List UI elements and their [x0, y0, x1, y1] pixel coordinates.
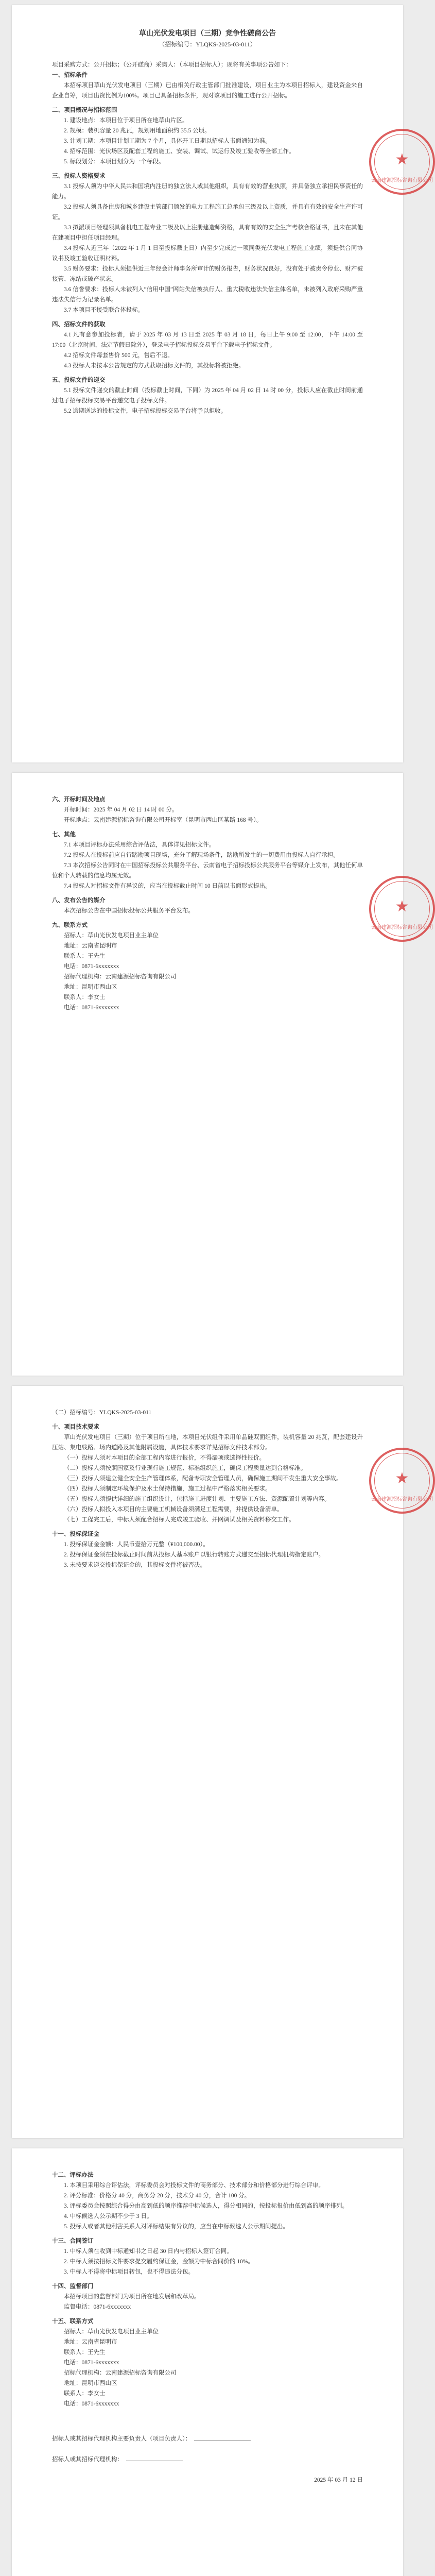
section-paragraph: 1. 本项目采用综合评估法，评标委员会对投标文件的商务部分、技术部分和价格部分进行综合评审。 [64, 2182, 324, 2189]
section-paragraph: （四）投标人须制定环境保护及水土保持措施，施工过程中严格落实相关要求。 [64, 1486, 271, 1492]
section-heading: 六、开标时间及地点 [52, 796, 106, 803]
section-paragraph: 地址：昆明市西山区 [64, 984, 117, 990]
section-paragraph: 本招标项目的监督部门为项目所在地发展和改革局。 [64, 2294, 200, 2300]
section-paragraph: 招标人：草山光伏发电项目业主单位 [64, 933, 159, 939]
section-paragraph: （六）投标人拟投入本项目的主要施工机械设备须满足工程需要，并提供设备清单。 [64, 1506, 283, 1513]
section-paragraph: 3. 评标委员会按照综合得分由高到低的顺序推荐中标候选人，得分相同的，按投标报价由低到高的顺序排列。 [64, 2203, 348, 2209]
section-paragraph: 地址：云南省昆明市 [64, 943, 117, 949]
section-heading: 四、招标文件的获取 [52, 321, 106, 328]
official-seal: ★ 云南建源招标咨询有限公司 [369, 876, 435, 942]
section-paragraph: （七）工程完工后，中标人须配合招标人完成竣工验收、并网调试及相关资料移交工作。 [64, 1517, 295, 1523]
section-heading: 十、项目技术要求 [52, 1424, 99, 1430]
document-title: 草山光伏发电项目（三期）竞争性磋商公告 [139, 30, 276, 38]
section-paragraph: 3. 计划工期：本项目计划工期为 7 个月，具体开工日期以招标人书面通知为准。 [64, 138, 271, 144]
section-paragraph: 本招标项目草山光伏发电项目（三期）已由相关行政主管部门批准建设，项目业主为本项目招标人，建设资金来自企业自筹，项目出资比例为100%。项目已具备招标条件，现对该项目的施工进行公开招标。 [52, 82, 363, 99]
section-heading: 十五、联系方式 [52, 2318, 94, 2325]
page4-sections [52, 2170, 363, 2413]
section-paragraph: 7.2 投标人在投标前应自行踏勘项目现场，充分了解现场条件，踏勘所发生的一切费用由投标人自行承担。 [64, 852, 339, 858]
document-subtitle: （招标编号：YLQKS-2025-03-011） [159, 41, 256, 48]
section-heading: 八、发布公告的媒介 [52, 897, 106, 904]
section-heading: 十二、评标办法 [52, 2172, 94, 2178]
section-paragraph: 1. 中标人须在收到中标通知书之日起 30 日内与招标人签订合同。 [64, 2248, 233, 2255]
section-paragraph: 5. 投标人或者其他利害关系人对评标结果有异议的，应当在中标候选人公示期间提出。 [64, 2224, 289, 2230]
section-heading: 三、投标人资格要求 [52, 173, 106, 179]
section-paragraph: 招标代理机构：云南建源招标咨询有限公司 [64, 974, 177, 980]
section-heading: 十一、投标保证金 [52, 1531, 99, 1537]
section-paragraph: 4. 中标候选人公示期不少于 3 日。 [64, 2213, 153, 2219]
section-paragraph: 7.1 本项目评标办法采用综合评估法，具体详见招标文件。 [64, 842, 215, 848]
section-heading: 五、投标文件的递交 [52, 377, 106, 383]
section-paragraph: 7.3 本次招标公告同时在中国招标投标公共服务平台、云南省电子招标投标公共服务平台等媒介上发布，其他任何单位和个人转载的信息均属无效。 [52, 862, 363, 879]
section-paragraph: 5.2 逾期送达的投标文件，电子招标投标交易平台将予以拒收。 [64, 408, 227, 414]
section-paragraph: 2. 评分标准：价格分 40 分，商务分 20 分，技术分 40 分，合计 100 分。 [64, 2193, 251, 2199]
section-paragraph: （三）投标人须建立健全安全生产管理体系，配备专职安全管理人员，确保施工期间不发生重大安全事故。 [64, 1476, 342, 1482]
section-paragraph: 3.2 投标人须具备住房和城乡建设主管部门颁发的电力工程施工总承包三级及以上资质，并具有有效的安全生产许可证。 [52, 204, 363, 221]
section-heading: 一、招标条件 [52, 72, 88, 78]
document-page-3 [12, 1386, 433, 2138]
section-paragraph: 开标时间：2025 年 04 月 02 日 14 时 00 分。 [64, 807, 178, 813]
section-paragraph: 开标地点：云南建源招标咨询有限公司开标室（昆明市西山区某路 168 号）。 [64, 817, 263, 823]
section-paragraph: 7.4 投标人对招标文件有异议的，应当在投标截止时间 10 日前以书面形式提出。 [64, 883, 271, 889]
section-paragraph: 联系人：王先生 [64, 2349, 106, 2355]
section-heading: 七、其他 [52, 832, 76, 838]
section-paragraph: 1. 投标保证金金额：人民币壹拾万元整（¥100,000.00）。 [64, 1541, 209, 1548]
section-heading: 十四、监督部门 [52, 2283, 94, 2290]
section-paragraph: （二）投标人须按照国家及行业现行施工规范、标准组织施工，确保工程质量达到合格标准。 [64, 1465, 307, 1471]
section-paragraph: 招标人：草山光伏发电项目业主单位 [64, 2329, 159, 2335]
section-paragraph: 3. 中标人不得将中标项目转包，也不得违法分包。 [64, 2269, 194, 2275]
section-paragraph: 2. 中标人须按招标文件要求提交履约保证金，金额为中标合同价的 10%。 [64, 2259, 254, 2265]
section-heading: 二、项目概况与招标范围 [52, 107, 117, 113]
section-paragraph: 电话：0871-6xxxxxxx [64, 1005, 119, 1011]
section-paragraph: 4. 招标范围：光伏场区及配套工程的施工、安装、调试、试运行及竣工验收等全部工作。 [64, 148, 295, 155]
section-paragraph: 地址：昆明市西山区 [64, 2380, 117, 2386]
section-paragraph: 草山光伏发电项目（三期）位于项目所在地，本项目光伏组件采用单晶硅双面组件，装机容量 20 兆瓦，配套建设升压站、集电线路、场内道路及其他附属设施，具体技术要求详见招标文件技术部分。 [52, 1434, 363, 1451]
section-paragraph: 4.3 投标人未按本公告规定的方式获取招标文件的，其投标将被拒绝。 [64, 363, 245, 369]
section-paragraph: 联系人：李女士 [64, 994, 106, 1001]
page3-heading: （二）招标编号：YLQKS-2025-03-011 [52, 1410, 152, 1416]
section-paragraph: 2. 规模：装机容量 20 兆瓦，规划用地面积约 35.5 公顷。 [64, 128, 211, 134]
section-paragraph: 3.5 财务要求：投标人须提供近三年经会计师事务所审计的财务报告，财务状况良好，没有处于被责令停业、财产被接管、冻结或破产状态。 [52, 266, 363, 282]
signature-line-2: 招标人或其招标代理机构： [52, 2454, 363, 2465]
official-seal: ★ 云南建源招标咨询有限公司 [369, 129, 435, 195]
section-paragraph: 4.1 凡有意参加投标者，请于 2025 年 03 月 13 日至 2025 年 03 月 18 日，每日上午 9:00 至 12:00，下午 14:00 至 17:00（北京时间，法定节假日除外），登录电子招标投标交易平台下载电子招标文件。 [52, 332, 363, 348]
section-paragraph: 3.3 拟派项目经理须具备机电工程专业二级及以上注册建造师资格，具有有效的安全生产考核合格证书，且未在其他在建项目中担任项目经理。 [52, 225, 363, 241]
section-paragraph: 电话：0871-6xxxxxxx [64, 2360, 119, 2366]
official-seal: ★ 云南建源招标咨询有限公司 [369, 1448, 435, 1514]
section-paragraph: 地址：云南省昆明市 [64, 2339, 117, 2345]
section-paragraph: 3. 未按要求递交投标保证金的，其投标文件将被否决。 [64, 1562, 206, 1568]
section-heading: 九、联系方式 [52, 922, 88, 928]
page2-sections [52, 794, 363, 1017]
section-paragraph: 3.6 信誉要求：投标人未被列入“信用中国”网站失信被执行人、重大税收违法失信主体名单，未被列入政府采购严重违法失信行为记录名单。 [52, 286, 363, 303]
section-paragraph: 联系人：李女士 [64, 2391, 106, 2397]
section-paragraph: （五）投标人须提供详细的施工组织设计，包括施工进度计划、主要施工方法、资源配置计划等内容。 [64, 1496, 330, 1502]
section-paragraph: 5. 标段划分：本项目划分为一个标段。 [64, 159, 165, 165]
section-heading: 十三、合同签订 [52, 2238, 94, 2244]
document-page-2 [12, 773, 433, 1376]
section-paragraph: 2. 投标保证金须在投标截止时间前从投标人基本账户以银行转账方式递交至招标代理机构指定账户。 [64, 1552, 324, 1558]
section-paragraph: 4.2 招标文件每套售价 500 元，售后不退。 [64, 352, 173, 359]
section-paragraph: （一）投标人须对本项目的全部工程内容进行报价，不得漏项或选择性报价。 [64, 1455, 265, 1461]
section-paragraph: 3.7 本项目不接受联合体投标。 [64, 307, 144, 313]
section-paragraph: 电话：0871-6xxxxxxx [64, 963, 119, 970]
section-paragraph: 监督电话：0871-6xxxxxxx [64, 2304, 131, 2310]
page3-sections [52, 1422, 363, 1574]
document-page-1 [12, 5, 433, 762]
section-paragraph: 3.4 投标人近三年（2022 年 1 月 1 日至投标截止日）内至少完成过一项同类光伏发电工程施工业绩，须提供合同协议书及竣工验收证明材料。 [52, 245, 363, 262]
section-paragraph: 3.1 投标人须为中华人民共和国境内注册的独立法人或其他组织，具有有效的营业执照，并具备独立承担民事责任的能力。 [52, 183, 363, 200]
section-paragraph: 电话：0871-6xxxxxxx [64, 2401, 119, 2407]
section-paragraph: 招标代理机构：云南建源招标咨询有限公司 [64, 2370, 177, 2376]
document-page-4 [12, 2148, 403, 2576]
intro-paragraph: 项目采购方式：公开招标；（公开磋商）采购人：（本项目招标人）；现将有关事项公告如下： [52, 62, 292, 68]
signature-date: 2025 年 03 月 12 日 [314, 2477, 363, 2483]
page1-sections [52, 70, 363, 420]
section-paragraph: 5.1 投标文件递交的截止时间（投标截止时间，下同）为 2025 年 04 月 02 日 14 时 00 分，投标人应在截止时间前通过电子招标投标交易平台递交电子投标文件。 [52, 387, 363, 404]
section-paragraph: 本次招标公告在中国招标投标公共服务平台发布。 [64, 908, 194, 914]
signature-line-1: 招标人或其招标代理机构主要负责人（项目负责人）： [52, 2434, 363, 2444]
section-paragraph: 1. 建设地点：本项目位于项目所在地草山片区。 [64, 117, 188, 124]
section-paragraph: 联系人：王先生 [64, 953, 106, 959]
